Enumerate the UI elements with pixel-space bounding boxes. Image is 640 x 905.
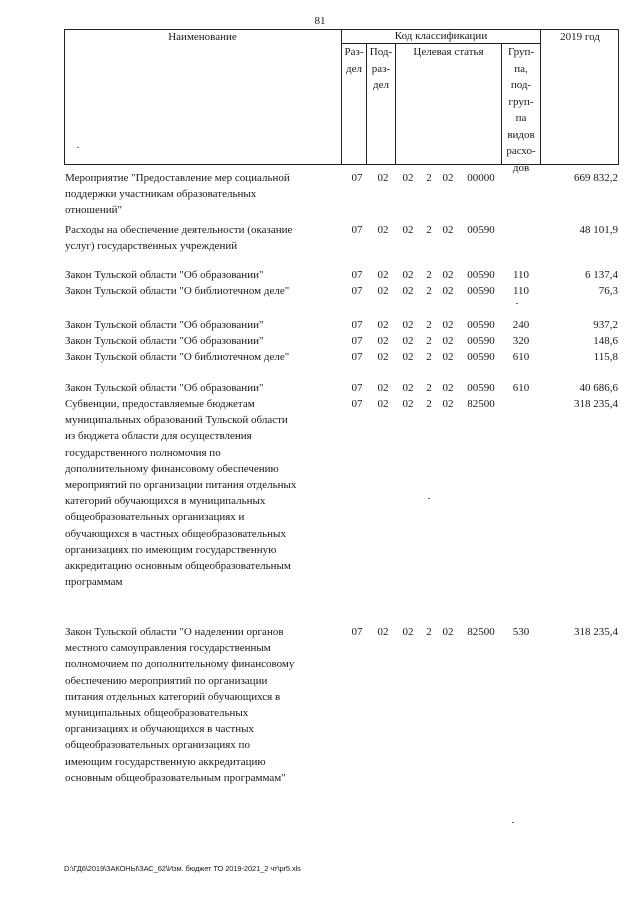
cell-amount: 937,2 — [593, 319, 618, 331]
page-number: 81 — [314, 15, 326, 27]
cell-amount: 669 832,2 — [574, 172, 618, 184]
cell-rz: 07 — [351, 398, 363, 410]
row-name: Закон Тульской области "Об образовании" — [65, 335, 264, 347]
speck — [77, 147, 79, 148]
cell-pr: 02 — [377, 269, 389, 281]
cell-pr: 02 — [377, 224, 389, 236]
cell-cs2: 2 — [426, 382, 432, 394]
cell-cs4: 00590 — [467, 319, 495, 331]
file-path-footer: D:\ГД6\2019\ЗАКОНЫ\ЗАС_62\Изм. бюджет ТО 2019-2021_2 чт\pr5.xls — [64, 864, 301, 873]
cell-cs2: 2 — [426, 269, 432, 281]
cell-cs1: 02 — [402, 224, 414, 236]
cell-rz: 07 — [351, 285, 363, 297]
cell-cs1: 02 — [402, 319, 414, 331]
cell-pr: 02 — [377, 626, 389, 638]
cell-pr: 02 — [377, 335, 389, 347]
cell-cs3: 02 — [442, 398, 454, 410]
cell-rz: 07 — [351, 319, 363, 331]
cell-cs3: 02 — [442, 626, 454, 638]
cell-rz: 07 — [351, 351, 363, 363]
row-name: Субвенции, предоставляемые бюджетам муниципальных образований Тульской области из бюджета области для осуществления государственного полномочия по дополнительному финансовому обеспечению мероприятий по организации питания отдельных категорий обучающихся в муниципальных общеобразовательных организациях и обучающихся в частных общеобразовательных организациях по имеющим государственную аккредитацию основным общеобразовательным программам — [65, 398, 297, 589]
cell-cs1: 02 — [402, 285, 414, 297]
header-year: 2019 год — [560, 31, 600, 43]
cell-vr: 320 — [512, 335, 530, 347]
cell-amount: 318 235,4 — [574, 398, 618, 410]
cell-cs3: 02 — [442, 269, 454, 281]
cell-rz: 07 — [351, 382, 363, 394]
cell-cs4: 82500 — [467, 626, 495, 638]
cell-amount: 115,8 — [593, 351, 618, 363]
cell-cs2: 2 — [426, 626, 432, 638]
cell-cs3: 02 — [442, 382, 454, 394]
cell-cs3: 02 — [442, 351, 454, 363]
cell-amount: 148,6 — [593, 335, 618, 347]
cell-cs4: 00590 — [467, 224, 495, 236]
cell-cs1: 02 — [402, 269, 414, 281]
cell-rz: 07 — [351, 335, 363, 347]
cell-cs1: 02 — [402, 335, 414, 347]
cell-pr: 02 — [377, 351, 389, 363]
cell-cs4: 82500 — [467, 398, 495, 410]
cell-cs1: 02 — [402, 351, 414, 363]
cell-rz: 07 — [351, 626, 363, 638]
row-name: Закон Тульской области "Об образовании" — [65, 269, 264, 281]
row-name: Расходы на обеспечение деятельности (оказание услуг) государственных учреждений — [65, 224, 293, 253]
cell-cs2: 2 — [426, 319, 432, 331]
cell-vr: 610 — [512, 351, 530, 363]
header-vid: Груп- па, под- груп- па видов расхо- дов — [506, 46, 536, 174]
cell-vr: 240 — [512, 319, 530, 331]
cell-cs2: 2 — [426, 224, 432, 236]
cell-pr: 02 — [377, 398, 389, 410]
cell-amount: 40 686,6 — [579, 382, 618, 394]
header-code: Код классификации — [394, 30, 488, 42]
cell-rz: 07 — [351, 224, 363, 236]
cell-cs3: 02 — [442, 172, 454, 184]
cell-cs4: 00000 — [467, 172, 495, 184]
cell-amount: 48 101,9 — [579, 224, 618, 236]
cell-rz: 07 — [351, 269, 363, 281]
cell-cs1: 02 — [402, 172, 414, 184]
cell-cs1: 02 — [402, 626, 414, 638]
row-name: Закон Тульской области "О наделении органов местного самоуправления государственным полномочием по дополнительному финансовому обеспечению мероприятий по организации питания отдельных категорий обучающихся в муниципальных общеобразовательных организациях и обучающихся в частных общеобразовательных организациях по имеющим государственную аккредитацию основным общеобразовательным программам" — [65, 626, 295, 784]
cell-cs2: 2 — [426, 335, 432, 347]
cell-vr: 530 — [512, 626, 530, 638]
header-podrazdel: Под- раз- дел — [369, 46, 393, 91]
cell-vr: 610 — [512, 382, 530, 394]
cell-cs1: 02 — [402, 398, 414, 410]
cell-vr: 110 — [512, 285, 530, 297]
cell-amount: 6 137,4 — [585, 269, 618, 281]
speck — [512, 822, 514, 823]
row-name: Закон Тульской области "О библиотечном деле" — [65, 351, 290, 363]
row-name: Закон Тульской области "Об образовании" — [65, 382, 264, 394]
cell-pr: 02 — [377, 285, 389, 297]
cell-cs3: 02 — [442, 224, 454, 236]
cell-pr: 02 — [377, 382, 389, 394]
cell-vr: 110 — [512, 269, 530, 281]
cell-cs2: 2 — [426, 285, 432, 297]
row-name: Закон Тульской области "Об образовании" — [65, 319, 264, 331]
cell-cs2: 2 — [426, 351, 432, 363]
cell-cs3: 02 — [442, 335, 454, 347]
cell-pr: 02 — [377, 172, 389, 184]
cell-cs4: 00590 — [467, 351, 495, 363]
cell-rz: 07 — [351, 172, 363, 184]
cell-cs2: 2 — [426, 398, 432, 410]
cell-amount: 76,3 — [598, 285, 618, 297]
table-header — [64, 29, 619, 174]
header-target: Целевая статья — [413, 46, 484, 58]
cell-cs4: 00590 — [467, 335, 495, 347]
cell-cs4: 00590 — [467, 269, 495, 281]
header-name: Наименование — [168, 31, 237, 43]
cell-pr: 02 — [377, 319, 389, 331]
cell-cs2: 2 — [426, 172, 432, 184]
speck — [428, 498, 430, 499]
cell-amount: 318 235,4 — [574, 626, 618, 638]
header-razdel: Раз- дел — [344, 46, 364, 75]
speck — [516, 303, 518, 304]
cell-cs4: 00590 — [467, 285, 495, 297]
cell-cs1: 02 — [402, 382, 414, 394]
cell-cs3: 02 — [442, 285, 454, 297]
row-name: Закон Тульской области "О библиотечном деле" — [65, 285, 290, 297]
cell-cs4: 00590 — [467, 382, 495, 394]
cell-cs3: 02 — [442, 319, 454, 331]
row-name: Мероприятие "Предоставление мер социальной поддержки участникам образовательных отношений" — [65, 172, 290, 217]
